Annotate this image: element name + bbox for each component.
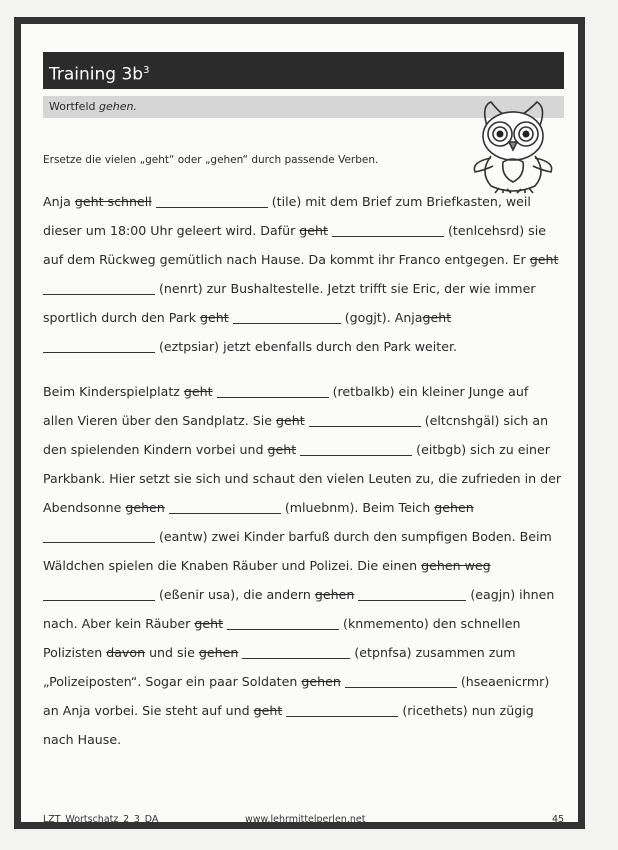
text-line <box>43 696 567 725</box>
text-span: (hseaenicrmr) <box>460 674 550 689</box>
text-span: den spielenden Kindern vorbei und <box>43 442 264 457</box>
text-line <box>43 332 567 361</box>
struck-word: gehen <box>301 674 341 689</box>
text-span: Polizisten <box>43 645 103 660</box>
text-span: an Anja vorbei. Sie steht auf und <box>43 703 250 718</box>
answer-blank[interactable] <box>43 282 155 295</box>
text-line <box>43 406 567 435</box>
paragraph-2 <box>43 377 567 754</box>
text-span: allen Vieren über den Sandplatz. Sie <box>43 413 272 428</box>
text-line <box>43 638 567 667</box>
struck-word: geht <box>299 223 328 238</box>
text-span: auf dem Rückweg gemütlich nach Hause. Da kommt ihr Franco entgegen. Er <box>43 252 526 267</box>
struck-word: gehen weg <box>421 558 491 573</box>
text-line <box>43 580 567 609</box>
text-span: (knmemento) den schnellen <box>343 616 521 631</box>
text-span: nach. Aber kein Räuber <box>43 616 191 631</box>
owl-icon <box>469 96 557 194</box>
subtitle-emphasis: gehen. <box>98 100 137 113</box>
struck-word: geht schnell <box>74 194 152 209</box>
answer-blank[interactable] <box>43 340 155 353</box>
text-span: (tenlcehsrd) sie <box>448 223 546 238</box>
text-line <box>43 551 567 580</box>
text-span: dieser um 18:00 Uhr geleert wird. Dafür <box>43 223 296 238</box>
text-span: (nenrt) zur Bushaltestelle. Jetzt trifft sie Eric, der wie immer <box>159 281 536 296</box>
answer-blank[interactable] <box>227 617 339 630</box>
struck-word: geht <box>194 616 224 631</box>
paragraph-1 <box>43 187 567 361</box>
answer-blank[interactable] <box>300 443 412 456</box>
text-line <box>43 435 567 464</box>
struck-word: geht <box>529 252 559 267</box>
text-span: nach Hause. <box>43 732 122 747</box>
instruction-text: Ersetze die vielen „geht“ oder „gehen“ durch passende Verben. <box>43 154 379 166</box>
text-span: sportlich durch den Park <box>43 310 197 325</box>
text-span: (gogjt). Anja <box>344 310 423 325</box>
text-line <box>43 303 567 332</box>
footer-code: LZT_Wortschatz_2_3_DA <box>43 814 159 825</box>
struck-word: gehen <box>198 645 239 660</box>
answer-blank[interactable] <box>358 588 466 601</box>
text-line <box>43 216 567 245</box>
answer-blank[interactable] <box>286 704 398 717</box>
text-span: (mluebnm). Beim Teich <box>284 500 431 515</box>
struck-word: gehen <box>314 587 355 602</box>
answer-blank[interactable] <box>217 385 329 398</box>
text-line <box>43 725 567 754</box>
text-line <box>43 609 567 638</box>
owl-illustration <box>469 96 557 194</box>
text-span: Beim Kinderspielplatz <box>43 384 180 399</box>
struck-word: geht <box>422 310 452 325</box>
answer-blank[interactable] <box>345 675 457 688</box>
text-span: „Polizeiposten“. Sogar ein paar Soldaten <box>43 674 298 689</box>
answer-blank[interactable] <box>242 646 350 659</box>
title-text: Training 3b <box>49 64 144 85</box>
text-line <box>43 464 567 493</box>
answer-blank[interactable] <box>332 224 444 237</box>
text-line <box>43 377 567 406</box>
footer-url: www.lehrmittelperlen.net <box>245 814 366 825</box>
text-line <box>43 522 567 551</box>
text-span: Parkbank. Hier setzt sie sich und schaut den vielen Leuten zu, die zufrieden in der <box>43 471 562 486</box>
answer-blank[interactable] <box>169 501 281 514</box>
page-number: 45 <box>552 814 565 825</box>
text-line <box>43 667 567 696</box>
struck-word: davon <box>106 645 146 660</box>
answer-blank[interactable] <box>309 414 421 427</box>
text-span: Wäldchen spielen die Knaben Räuber und Polizei. Die einen <box>43 558 418 573</box>
struck-word: geht <box>200 310 229 325</box>
text-span: (eagjn) ihnen <box>470 587 555 602</box>
text-span: (eantw) zwei Kinder barfuß durch den sumpfigen Boden. Beim <box>159 529 552 544</box>
struck-word: gehen <box>434 500 474 515</box>
text-span: Anja <box>43 194 71 209</box>
answer-blank[interactable] <box>233 311 341 324</box>
title-superscript: 3 <box>143 65 150 76</box>
answer-blank[interactable] <box>43 530 155 543</box>
text-line <box>43 187 567 216</box>
text-span: (ricethets) nun zügig <box>402 703 534 718</box>
text-span: (tile) mit dem Brief zum Briefkasten, weil <box>271 194 531 209</box>
struck-word: gehen <box>125 500 165 515</box>
text-span: Abendsonne <box>43 500 122 515</box>
subtitle-prefix: Wortfeld <box>49 100 96 113</box>
worksheet-title <box>43 52 564 89</box>
text-line <box>43 245 567 274</box>
answer-blank[interactable] <box>43 588 155 601</box>
text-span: (eztpsiar) jetzt ebenfalls durch den Park weiter. <box>159 339 458 354</box>
struck-word: geht <box>267 442 297 457</box>
answer-blank[interactable] <box>156 195 268 208</box>
text-span: (eltcnshgäl) sich an <box>424 413 549 428</box>
struck-word: geht <box>253 703 283 718</box>
text-span: (etpnfsa) zusammen zum <box>354 645 516 660</box>
struck-word: geht <box>183 384 213 399</box>
struck-word: geht <box>276 413 305 428</box>
text-span: (retbalkb) ein kleiner Junge auf <box>332 384 529 399</box>
text-span: (eßenir usa), die andern <box>159 587 311 602</box>
text-span: (eitbgb) sich zu einer <box>416 442 550 457</box>
worksheet-frame <box>14 17 585 829</box>
text-span: und sie <box>149 645 195 660</box>
text-line <box>43 274 567 303</box>
text-line <box>43 493 567 522</box>
